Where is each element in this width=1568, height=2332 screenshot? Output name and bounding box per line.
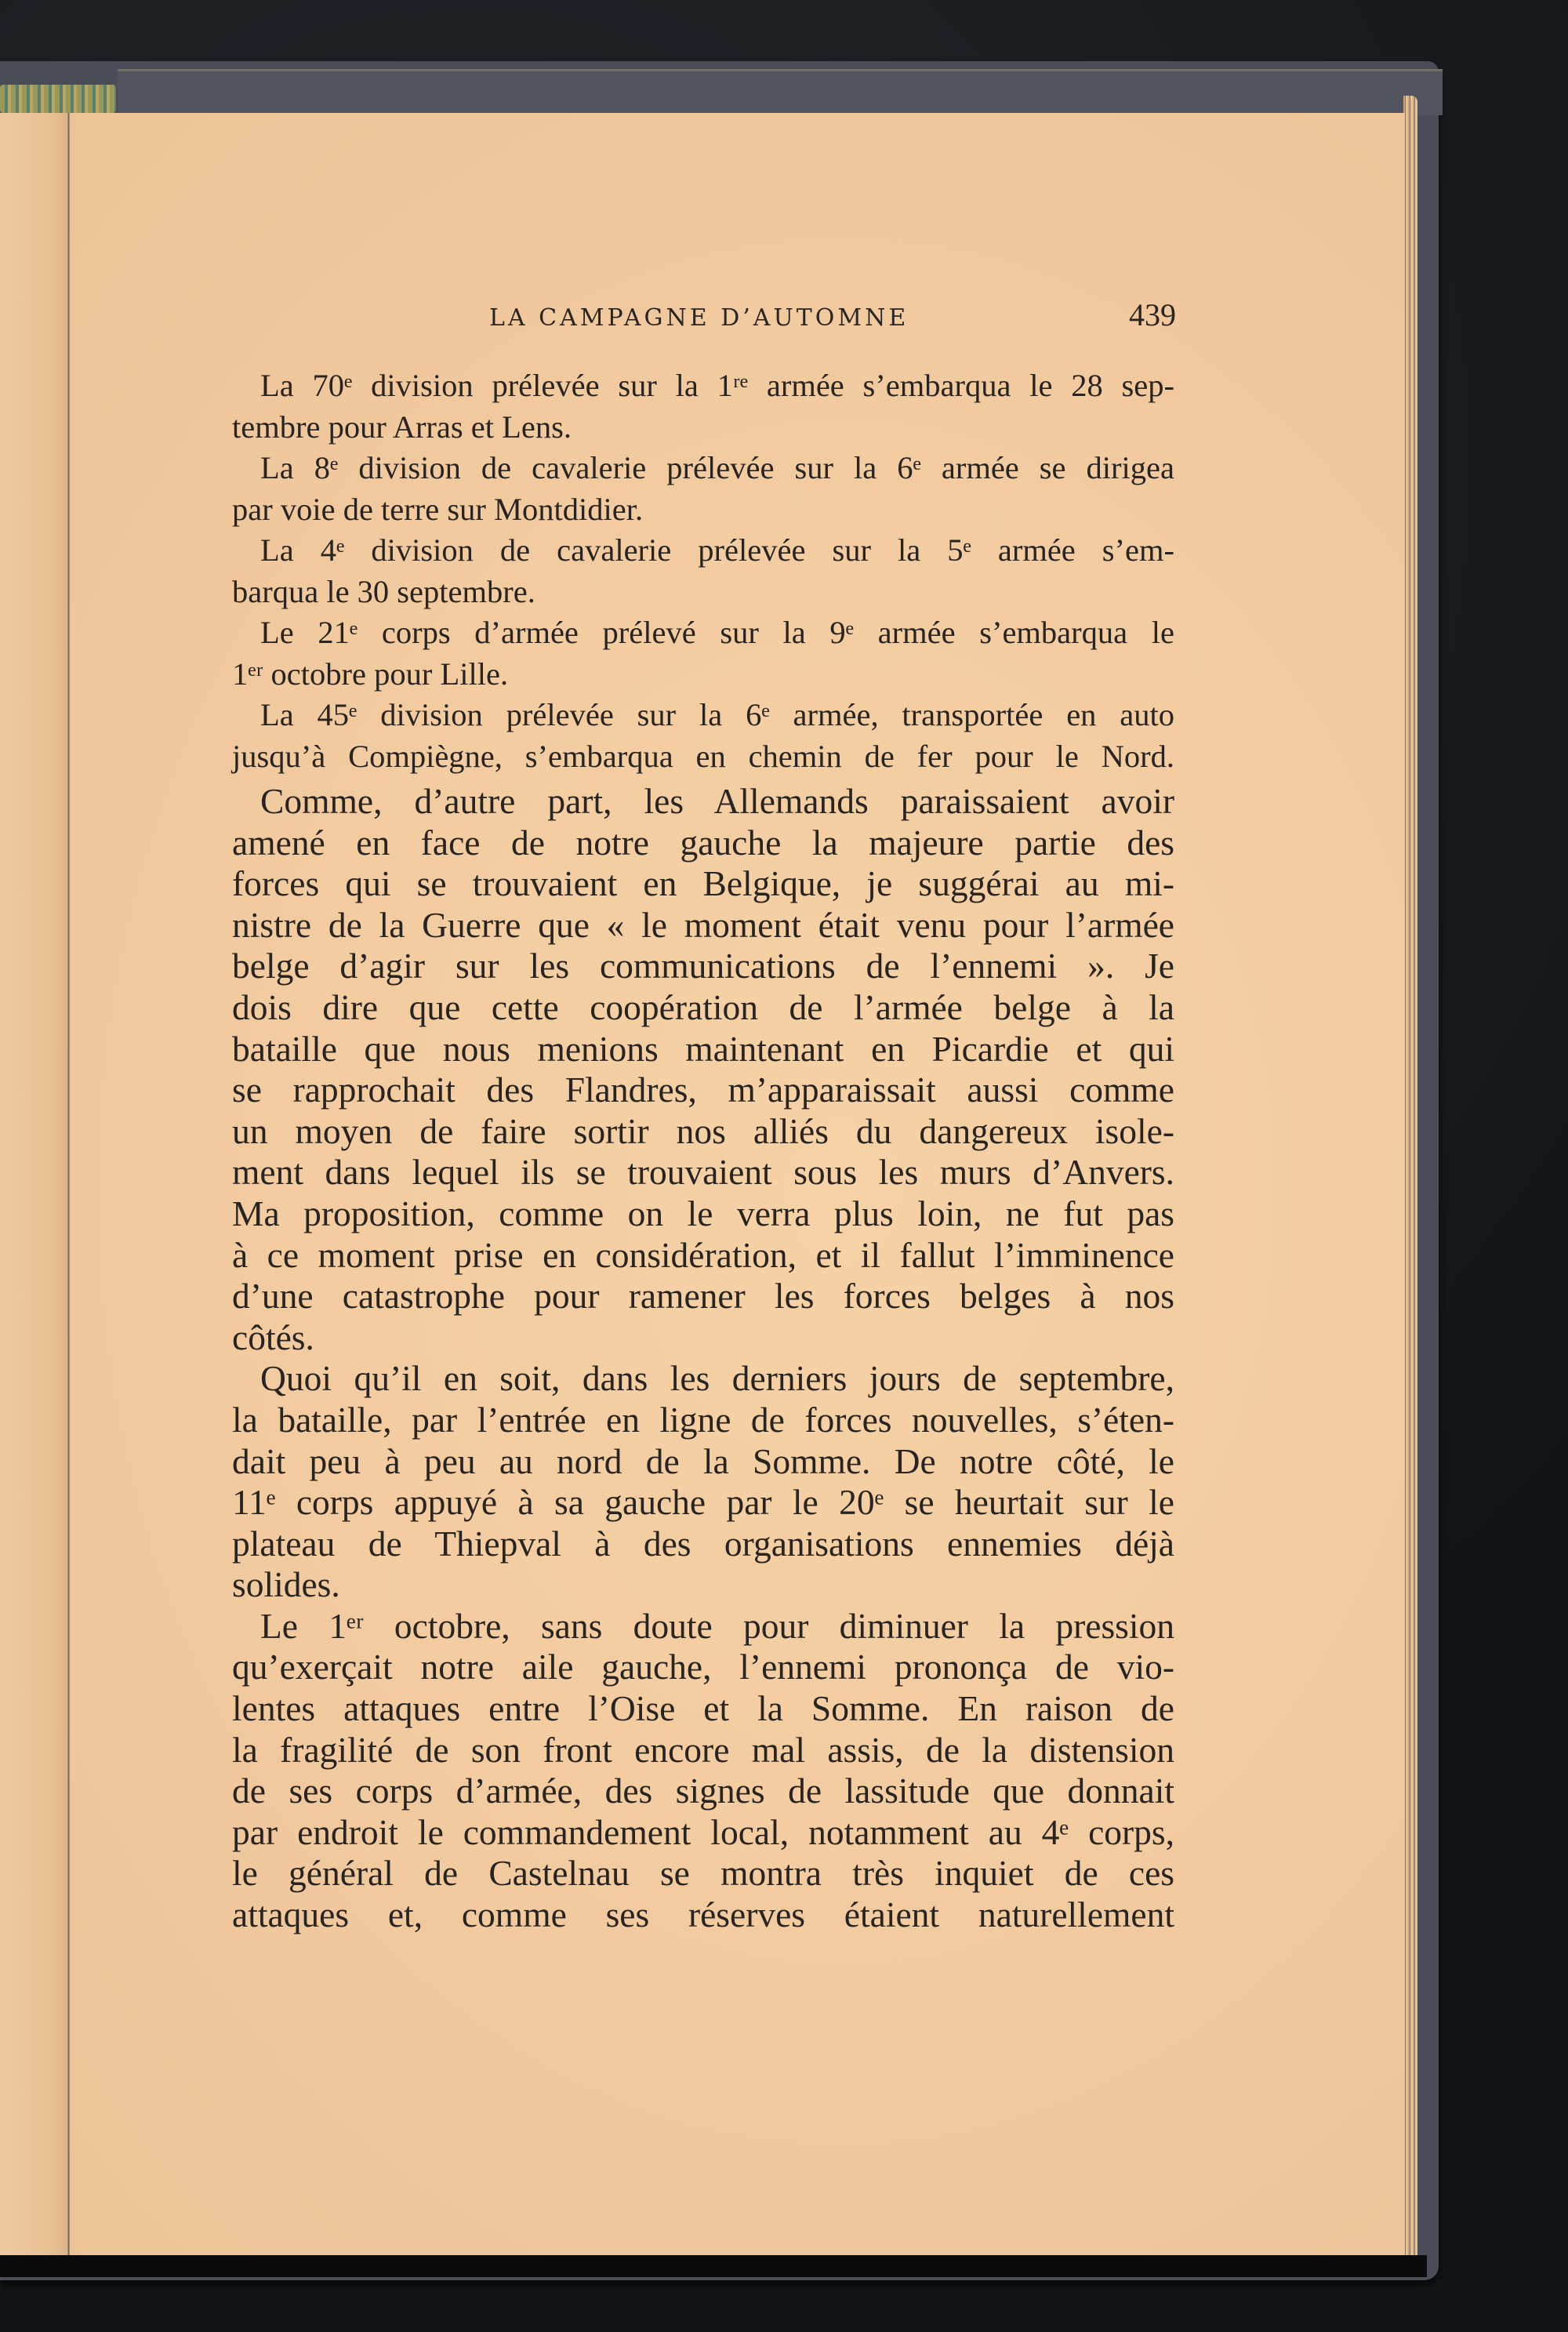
page-gutter-fold [67,113,70,2271]
text-line: tembre pour Arras et Lens. [232,409,572,445]
movement-entry [232,695,1174,777]
text-line: forces qui se trouvaient en Belgique, je suggérai au mi- [232,863,1174,904]
gutter-shade [0,113,67,2271]
page-number: 439 [1129,297,1176,332]
running-header [232,296,1176,336]
text-line: La 70ᵉ division prélevée sur la 1ʳᵉ armée s’embarqua le 28 sep- [260,368,1174,403]
text-line: solides. [232,1564,340,1605]
text-line: nistre de la Guerre que « le moment était venu pour l’armée [232,904,1174,945]
text-line: Comme, d’autre part, les Allemands paraissaient avoir [260,781,1174,821]
text-line: côtés. [232,1317,314,1357]
cover-top-edge [118,69,1443,115]
text-line: Quoi qu’il en soit, dans les derniers jours de septembre, [260,1358,1174,1399]
text-line: La 8ᵉ division de cavalerie prélevée sur la 6ᵉ armée se dirigea [260,450,1174,485]
movement-entry [232,365,1174,448]
text-line: d’une catastrophe pour ramener les forces belges à nos [232,1276,1174,1317]
bottom-shadow [0,2255,1427,2277]
text-line: la fragilité de son front encore mal assis, de la distension [232,1729,1174,1770]
text-line: la bataille, par l’entrée en ligne de forces nouvelles, s’éten- [232,1399,1174,1440]
text-line: Le 21ᵉ corps d’armée prélevé sur la 9ᵉ armée s’embarqua le [260,615,1174,650]
text-line: belge d’agir sur les communications de l’ennemi ». Je [232,946,1174,986]
movement-entry [232,612,1174,695]
body-text [232,781,1174,1936]
paragraph [232,1606,1174,1936]
movement-entry [232,530,1174,612]
text-line: dait peu à peu au nord de la Somme. De notre côté, le [232,1440,1174,1481]
text-line: qu’exerçait notre aile gauche, l’ennemi prononça de vio- [232,1647,1174,1687]
text-line: bataille que nous menions maintenant en Picardie et qui [232,1028,1174,1069]
movement-entry [232,448,1174,530]
text-line: par voie de terre sur Montdidier. [232,491,644,527]
headband [0,85,116,113]
text-line: Le 1ᵉʳ octobre, sans doute pour diminuer la pression [260,1605,1174,1646]
troop-movements-list [232,365,1174,777]
text-line: Ma proposition, comme on le verra plus loin, ne fut pas [232,1193,1174,1233]
text-line: La 4ᵉ division de cavalerie prélevée sur la 5ᵉ armée s’em- [260,532,1174,568]
text-line: jusqu’à Compiègne, s’embarqua en chemin de fer pour le Nord. [232,738,1174,774]
page-edges [1403,96,1417,2260]
text-line: ment dans lequel ils se trouvaient sous les murs d’Anvers. [232,1152,1174,1193]
text-line: se rapprochait des Flandres, m’apparaissait aussi comme [232,1070,1174,1110]
text-line: amené en face de notre gauche la majeure partie des [232,822,1174,863]
text-line: 1ᵉʳ octobre pour Lille. [232,656,509,692]
text-line: un moyen de faire sortir nos alliés du dangereux isole- [232,1110,1174,1151]
text-line: La 45ᵉ division prélevée sur la 6ᵉ armée, transportée en auto [260,697,1174,732]
text-line: le général de Castelnau se montra très inquiet de ces [232,1853,1174,1894]
text-line: plateau de Thiepval à des organisations ennemies déjà [232,1523,1174,1564]
text-line: dois dire que cette coopération de l’armée belge à la [232,986,1174,1027]
text-line: à ce moment prise en considération, et il fallut l’imminence [232,1234,1174,1275]
paragraph [232,781,1174,1358]
text-line: 11ᵉ corps appuyé à sa gauche par le 20ᵉ se heurtait sur le [232,1482,1174,1523]
text-line: barqua le 30 septembre. [232,573,535,609]
text-line: lentes attaques entre l’Oise et la Somme. En raison de [232,1688,1174,1729]
text-line: attaques et, comme ses réserves étaient naturellement [232,1894,1174,1935]
running-title: LA CAMPAGNE D’AUTOMNE [489,304,909,332]
text-line: par endroit le commandement local, notamment au 4ᵉ corps, [232,1811,1174,1852]
paragraph [232,1358,1174,1606]
text-line: de ses corps d’armée, des signes de lassitude que donnait [232,1771,1174,1811]
